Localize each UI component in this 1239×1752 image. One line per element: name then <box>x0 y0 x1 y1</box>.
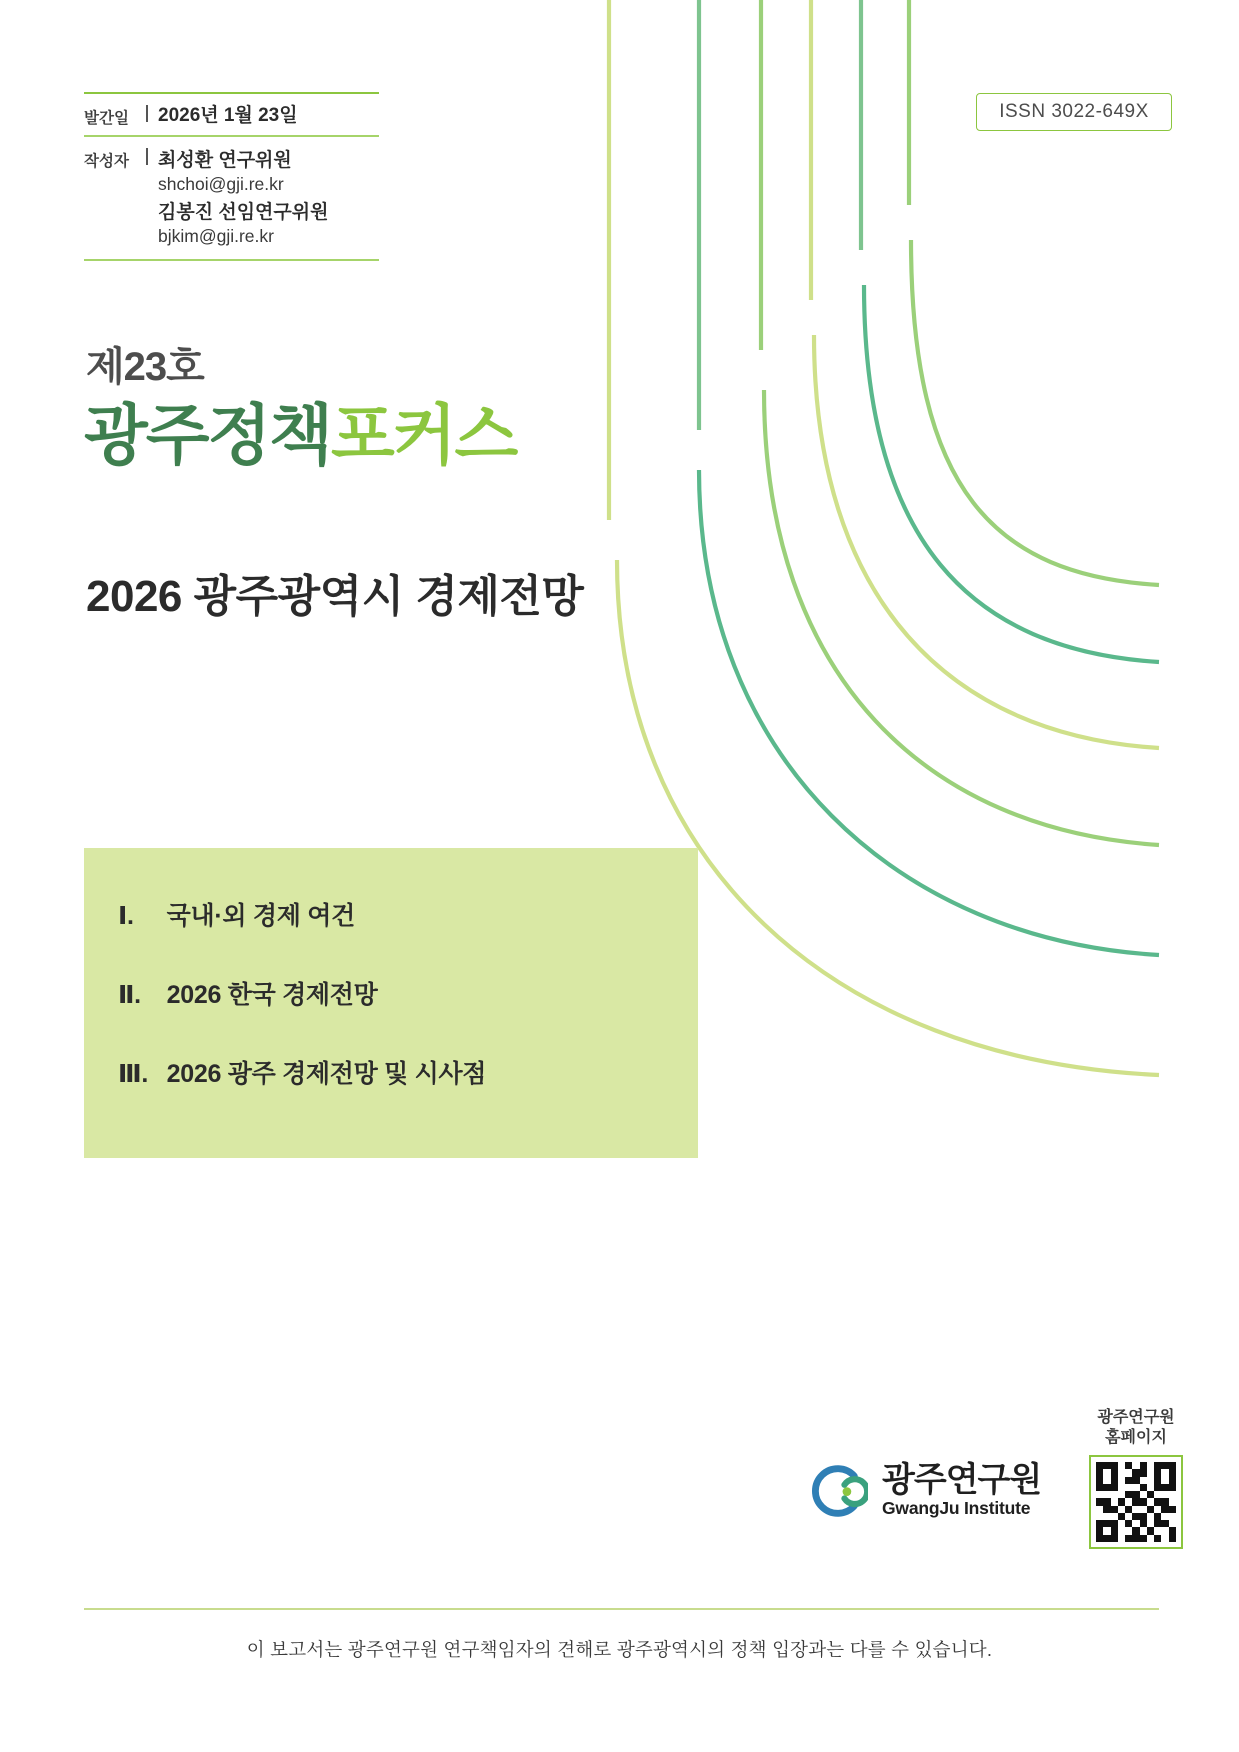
table-of-contents <box>84 848 698 1158</box>
publication-brand <box>84 398 516 474</box>
page-title: 2026 광주광역시 경제전망 <box>86 572 584 621</box>
footer-disclaimer: 이 보고서는 광주연구원 연구책임자의 견해로 광주광역시의 정책 입장과는 다를 수 있습니다. <box>246 1639 993 1660</box>
institute-name-kr: 광주연구원 <box>882 1460 1042 1499</box>
qr-caption-line-1: 광주연구원 <box>1097 1409 1175 1426</box>
brand-part-1: 광주정책 <box>84 398 332 472</box>
toc-item-1 <box>118 896 698 932</box>
toc-item-3 <box>118 1054 698 1090</box>
toc-item-3-number: Ⅲ. <box>118 1060 148 1088</box>
homepage-qr-block[interactable] <box>1084 1408 1188 1549</box>
meta-author-values <box>158 146 328 252</box>
qr-code-pattern <box>1096 1462 1176 1542</box>
meta-author-label: 작성자 <box>84 146 158 171</box>
meta-row-authors <box>84 137 384 259</box>
issn-label: ISSN 3022-649X <box>999 101 1149 122</box>
author-1-email: shchoi@gji.re.kr <box>158 174 284 195</box>
brand-part-2: 포커스 <box>331 398 517 472</box>
author-2-email: bjkim@gji.re.kr <box>158 226 274 247</box>
toc-item-1-number: Ⅰ. <box>118 902 134 930</box>
meta-date-label: 발간일 <box>84 103 158 128</box>
meta-label-separator <box>146 105 148 122</box>
toc-item-3-label: 2026 광주 경제전망 및 시사점 <box>166 1060 487 1088</box>
toc-item-1-label: 국내·외 경제 여건 <box>166 902 355 930</box>
toc-item-2 <box>118 975 698 1011</box>
footer-divider <box>84 1608 1159 1610</box>
author-2-name: 김봉진 선임연구위원 <box>158 202 329 224</box>
institute-logo <box>806 1460 1041 1522</box>
institute-logo-text <box>882 1460 1042 1520</box>
qr-caption-line-2: 홈페이지 <box>1105 1429 1167 1446</box>
institute-logo-icon <box>806 1460 868 1522</box>
qr-caption <box>1084 1408 1188 1448</box>
toc-item-2-label: 2026 한국 경제전망 <box>166 981 378 1009</box>
publication-meta <box>84 92 384 261</box>
meta-row-date <box>84 94 384 135</box>
meta-label-separator <box>146 148 148 165</box>
toc-item-2-number: Ⅱ. <box>118 981 141 1009</box>
meta-date-value: 2026년 1월 23일 <box>158 105 298 126</box>
issn-badge <box>976 93 1172 131</box>
qr-code-icon[interactable] <box>1089 1455 1183 1549</box>
author-1-name: 최성환 연구위원 <box>158 150 292 172</box>
issue-number: 제23호 <box>86 345 204 389</box>
meta-bottom-divider <box>84 259 379 261</box>
institute-name-en: GwangJu Institute <box>882 1498 1031 1519</box>
